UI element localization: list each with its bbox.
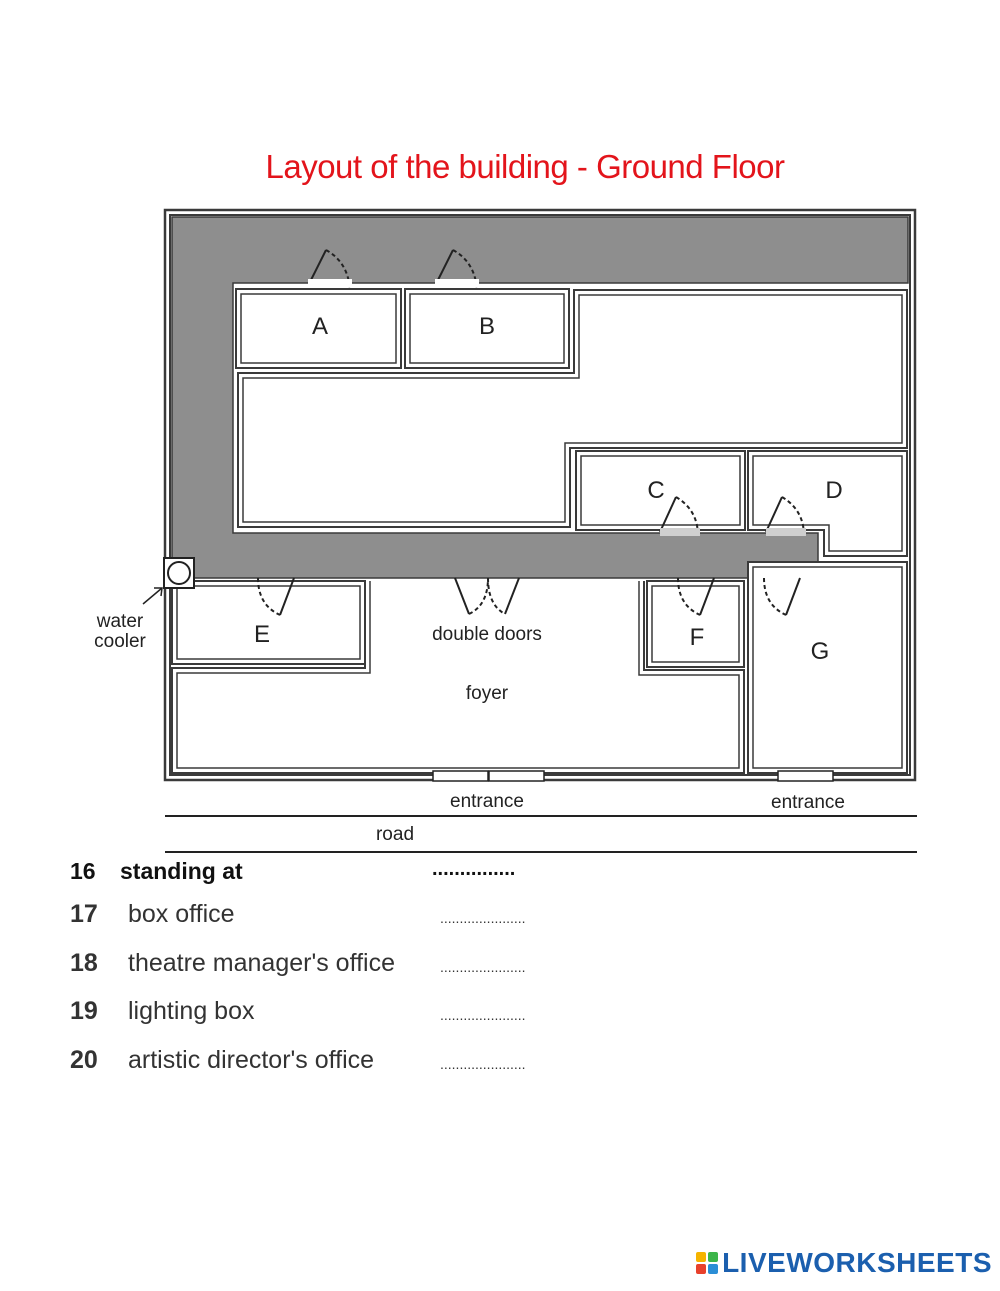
answer-blank-18[interactable]: ...................... — [440, 959, 526, 975]
road-label: road — [375, 824, 415, 845]
question-text: lighting box — [128, 997, 255, 1025]
question-number: 19 — [70, 997, 98, 1025]
question-number: 18 — [70, 949, 98, 977]
question-number: 17 — [70, 900, 98, 928]
room-a-label: A — [311, 313, 329, 340]
question-text: artistic director's office — [128, 1046, 375, 1074]
question-text: box office — [128, 900, 235, 928]
double-doors — [455, 578, 519, 614]
room-d-label: D — [825, 477, 843, 504]
answer-blank-19[interactable]: ...................... — [440, 1007, 526, 1023]
water-cooler-arrow — [143, 588, 162, 604]
room-g — [748, 562, 907, 773]
water-cooler-label-1: water — [96, 611, 144, 632]
room-e-label: E — [253, 621, 271, 648]
water-cooler-icon — [164, 558, 194, 588]
liveworksheets-logo[interactable] — [696, 1247, 992, 1279]
entrance-left-label: entrance — [450, 791, 524, 812]
entrance-right-label: entrance — [771, 792, 845, 813]
double-doors-label: double doors — [432, 624, 542, 645]
question-text: theatre manager's office — [128, 949, 395, 977]
logo-blocks-icon — [696, 1252, 718, 1274]
water-cooler-label-2: cooler — [94, 631, 146, 652]
question-number: 20 — [70, 1046, 98, 1074]
room-b-label: B — [478, 313, 496, 340]
question-text: standing at — [120, 858, 243, 884]
entrance-left-doors — [433, 771, 544, 781]
brand-name: LIVEWORKSHEETS — [722, 1247, 992, 1278]
answer-blank-16[interactable]: ............... — [432, 858, 516, 880]
foyer-label: foyer — [465, 683, 509, 704]
room-g-label: G — [810, 638, 830, 665]
room-f-label: F — [689, 624, 705, 651]
entrance-right-doors — [778, 771, 833, 781]
answer-blank-20[interactable]: ...................... — [440, 1056, 526, 1072]
room-c-label: C — [647, 477, 665, 504]
answer-blank-17[interactable]: ...................... — [440, 910, 526, 926]
page-title: Layout of the building - Ground Floor — [265, 148, 785, 185]
question-number: 16 — [70, 858, 96, 884]
